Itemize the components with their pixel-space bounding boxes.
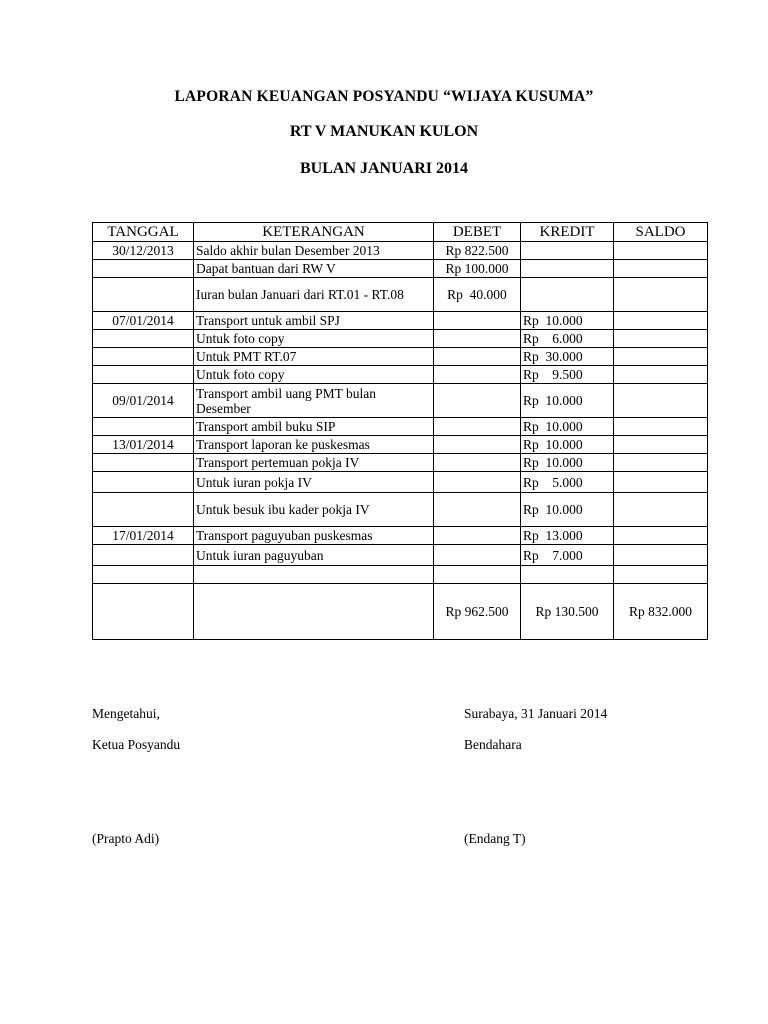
debet-cell bbox=[434, 472, 521, 493]
table-row bbox=[93, 454, 708, 472]
report-subtitle-location: RT V MANUKAN KULON bbox=[289, 123, 479, 140]
table-row bbox=[93, 545, 708, 566]
description-cell: Untuk iuran paguyuban bbox=[194, 545, 434, 566]
debet-cell bbox=[434, 348, 521, 366]
kredit-cell: Rp 10.000 bbox=[521, 493, 614, 527]
table-row bbox=[93, 278, 708, 312]
empty-cell bbox=[521, 566, 614, 584]
debet-cell bbox=[434, 330, 521, 348]
date-cell: 30/12/2013 bbox=[93, 242, 194, 260]
report-title: LAPORAN KEUANGAN POSYANDU “WIJAYA KUSUMA” bbox=[174, 88, 594, 105]
table-row bbox=[93, 366, 708, 384]
date-cell bbox=[93, 493, 194, 527]
column-header-debet: DEBET bbox=[434, 223, 521, 242]
description-cell: Transport paguyuban puskesmas bbox=[194, 527, 434, 545]
debet-cell bbox=[434, 312, 521, 330]
empty-cell bbox=[434, 566, 521, 584]
saldo-cell bbox=[614, 348, 708, 366]
saldo-cell bbox=[614, 418, 708, 436]
saldo-cell bbox=[614, 436, 708, 454]
description-cell: Transport pertemuan pokja IV bbox=[194, 454, 434, 472]
description-cell: Transport laporan ke puskesmas bbox=[194, 436, 434, 454]
debet-cell bbox=[434, 527, 521, 545]
saldo-cell bbox=[614, 454, 708, 472]
saldo-cell bbox=[614, 493, 708, 527]
debet-cell bbox=[434, 436, 521, 454]
table-row bbox=[93, 260, 708, 278]
debet-cell: Rp 100.000 bbox=[434, 260, 521, 278]
table-row bbox=[93, 242, 708, 260]
table-row bbox=[93, 527, 708, 545]
saldo-cell bbox=[614, 384, 708, 418]
date-cell bbox=[93, 472, 194, 493]
debet-cell bbox=[434, 384, 521, 418]
saldo-cell bbox=[614, 366, 708, 384]
totals-row bbox=[93, 584, 708, 640]
description-cell: Untuk foto copy bbox=[194, 330, 434, 348]
debet-cell bbox=[434, 493, 521, 527]
saldo-cell bbox=[614, 545, 708, 566]
debet-cell: Rp 40.000 bbox=[434, 278, 521, 312]
total-kredit: Rp 130.500 bbox=[521, 584, 614, 640]
table-row bbox=[93, 348, 708, 366]
kredit-cell: Rp 10.000 bbox=[521, 454, 614, 472]
right-signer-role: Bendahara bbox=[464, 737, 522, 752]
date-cell: 17/01/2014 bbox=[93, 527, 194, 545]
left-signer-name: (Prapto Adi) bbox=[92, 831, 160, 846]
total-debet: Rp 962.500 bbox=[434, 584, 521, 640]
column-header-kredit: KREDIT bbox=[521, 223, 614, 242]
debet-cell bbox=[434, 545, 521, 566]
table-row bbox=[93, 330, 708, 348]
report-subtitle-period: BULAN JANUARI 2014 bbox=[299, 160, 468, 177]
debet-cell: Rp 822.500 bbox=[434, 242, 521, 260]
table-header-row bbox=[93, 223, 708, 242]
empty-cell bbox=[194, 566, 434, 584]
saldo-cell bbox=[614, 472, 708, 493]
kredit-cell: Rp 10.000 bbox=[521, 312, 614, 330]
description-cell: Transport ambil uang PMT bulan Desember bbox=[194, 384, 434, 418]
description-cell: Transport untuk ambil SPJ bbox=[194, 312, 434, 330]
acknowledged-label: Mengetahui, bbox=[92, 706, 160, 721]
date-cell bbox=[93, 348, 194, 366]
kredit-cell: Rp 30.000 bbox=[521, 348, 614, 366]
table-row bbox=[93, 436, 708, 454]
table-row bbox=[93, 472, 708, 493]
description-cell: Untuk PMT RT.07 bbox=[194, 348, 434, 366]
date-cell bbox=[93, 260, 194, 278]
description-cell: Dapat bantuan dari RW V bbox=[194, 260, 434, 278]
total-saldo: Rp 832.000 bbox=[614, 584, 708, 640]
table-row bbox=[93, 384, 708, 418]
kredit-cell bbox=[521, 260, 614, 278]
date-cell bbox=[93, 278, 194, 312]
debet-cell bbox=[434, 366, 521, 384]
kredit-cell: Rp 6.000 bbox=[521, 330, 614, 348]
description-cell: Untuk foto copy bbox=[194, 366, 434, 384]
empty-cell bbox=[194, 584, 434, 640]
date-cell bbox=[93, 330, 194, 348]
kredit-cell: Rp 10.000 bbox=[521, 418, 614, 436]
description-cell: Untuk besuk ibu kader pokja IV bbox=[194, 493, 434, 527]
date-cell bbox=[93, 366, 194, 384]
saldo-cell bbox=[614, 278, 708, 312]
left-signer-role: Ketua Posyandu bbox=[92, 737, 181, 752]
description-cell: Saldo akhir bulan Desember 2013 bbox=[194, 242, 434, 260]
debet-cell bbox=[434, 454, 521, 472]
date-cell: 07/01/2014 bbox=[93, 312, 194, 330]
date-cell bbox=[93, 454, 194, 472]
table-row bbox=[93, 312, 708, 330]
table-row bbox=[93, 493, 708, 527]
kredit-cell: Rp 9.500 bbox=[521, 366, 614, 384]
column-header-saldo: SALDO bbox=[614, 223, 708, 242]
column-header-keterangan: KETERANGAN bbox=[194, 223, 434, 242]
description-cell: Iuran bulan Januari dari RT.01 - RT.08 bbox=[194, 278, 434, 312]
kredit-cell bbox=[521, 242, 614, 260]
place-date: Surabaya, 31 Januari 2014 bbox=[464, 706, 608, 721]
date-cell bbox=[93, 545, 194, 566]
column-header-tanggal: TANGGAL bbox=[93, 223, 194, 242]
empty-row bbox=[93, 566, 708, 584]
empty-cell bbox=[93, 584, 194, 640]
kredit-cell: Rp 13.000 bbox=[521, 527, 614, 545]
ledger-table bbox=[92, 222, 708, 640]
date-cell: 09/01/2014 bbox=[93, 384, 194, 418]
saldo-cell bbox=[614, 242, 708, 260]
kredit-cell: Rp 10.000 bbox=[521, 384, 614, 418]
saldo-cell bbox=[614, 527, 708, 545]
kredit-cell: Rp 7.000 bbox=[521, 545, 614, 566]
empty-cell bbox=[614, 566, 708, 584]
debet-cell bbox=[434, 418, 521, 436]
table-row bbox=[93, 418, 708, 436]
saldo-cell bbox=[614, 312, 708, 330]
kredit-cell bbox=[521, 278, 614, 312]
right-signer-name: (Endang T) bbox=[464, 831, 526, 846]
date-cell bbox=[93, 418, 194, 436]
kredit-cell: Rp 10.000 bbox=[521, 436, 614, 454]
empty-cell bbox=[93, 566, 194, 584]
date-cell: 13/01/2014 bbox=[93, 436, 194, 454]
description-cell: Transport ambil buku SIP bbox=[194, 418, 434, 436]
kredit-cell: Rp 5.000 bbox=[521, 472, 614, 493]
saldo-cell bbox=[614, 330, 708, 348]
description-cell: Untuk iuran pokja IV bbox=[194, 472, 434, 493]
saldo-cell bbox=[614, 260, 708, 278]
